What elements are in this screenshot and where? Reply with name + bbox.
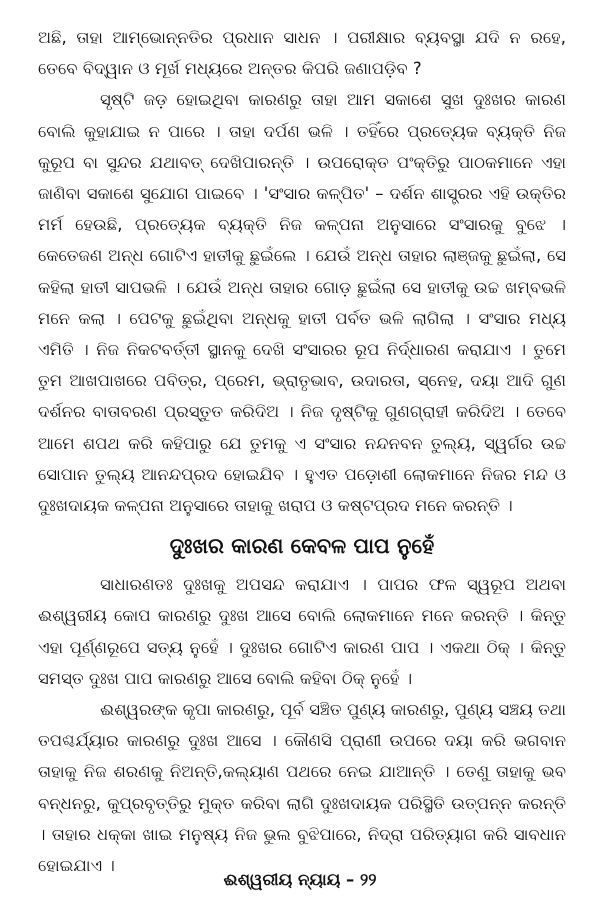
paragraph-3: ସାଧାରଣତଃ ଦୁଃଖକୁ ଅପସନ୍ଦ କରାଯାଏ । ପାପର ଫଳ ସ୍ୱରୂପ ଅଥବା ଈଶ୍ୱରୀୟ କୋପ କାରଣରୁ ଦୁଃଖ ଆସେ ବୋଲି ଲୋକମାନେ ମନେ କରନ୍ତି । କିନ୍ତୁ ଏହା ପୂର୍ଣ୍ଣରୂପେ ସତ୍ୟ ନୁହେଁ । ଦୁଃଖର ଗୋଟିଏ କାରଣ ପାପ । ଏକଥା ଠିକ୍ । କିନ୍ତୁ ସମସ୍ତ ଦୁଃଖ ପାପ କାରଣରୁ ଆସେ ବୋଲି କହିବା ଠିକ୍ ନୁହେଁ । xyxy=(38,575,566,688)
section-heading: ଦୁଃଖର କାରଣ କେବଳ ପାପ ନୁହେଁ xyxy=(169,534,435,559)
paragraph-1: ଅଛି, ତାହା ଆମ୍ଭୋନ୍ନତିର ପ୍ରଧାନ ସାଧନ । ପରୀକ୍ଷାର ବ୍ୟବସ୍ଥା ଯଦି ନ ରହେ, ତେବେ ବିଦ୍ୱାନ ଓ ମୂର୍ଖ ମଧ୍ୟରେ ଅନ୍ତର କିପରି ଜଣାପଡ଼ିବ ? xyxy=(38,28,566,79)
page-footer: ଈଶ୍ୱରୀୟ ନ୍ୟାୟ – ୨୨ xyxy=(223,870,377,889)
paragraph-2: ସୃଷ୍ଟି ଜଡ଼ ହୋଇଥିବା କାରଣରୁ ତାହା ଆମ ସକାଶେ ସୁଖ ଦୁଃଖର କାରଣ ବୋଲି କୁହାଯାଇ ନ ପାରେ । ତାହା ଦର୍ପଣ ଭଳି । ତହିଁରେ ପ୍ରତ୍ୟେକ ବ୍ୟକ୍ତି ନିଜ କୁରୂପ ବା ସୁନ୍ଦର ଯଥାବତ୍ ଦେଖିପାରନ୍ତି । ଉପରୋକ୍ତ ପଂକ୍ତିରୁ ପାଠକମାନେ ଏହା ଜାଣିବା ସକାଶେ ସୁଯୋଗ ପାଇବେ । 'ସଂସାର କଳ୍ପିତ' – ଦର୍ଶନ ଶାସ୍ତ୍ରର ଏହି ଉକ୍ତିର ମର୍ମ ହେଉଛି, ପ୍ରତ୍ୟେକ ବ୍ୟକ୍ତି ନିଜ କଳ୍ପନା ଅନୁସାରେ ସଂସାରକୁ ବୁଝେ । କେତେଜଣ ଅନ୍ଧ ଗୋଟିଏ ହାତୀକୁ ଛୁଇଁଲେ । ଯେଉଁ ଅନ୍ଧ ତାହାର ଲାଞ୍ଜକୁ ଛୁଇଁଲା, ସେ କହିଲା ହାତୀ ସାପଭଳି । ଯେଉଁ ଅନ୍ଧ ତାହାର ଗୋଡ଼ ଛୁଇଁଲା ସେ ହାତୀକୁ ଉଚ୍ଚ ଖମ୍ବଭଳି ମନେ କଲା । ପେଟକୁ ଛୁଇଁଥିବା ଅନ୍ଧକୁ ହାତୀ ପର୍ବତ ଭଳି ଲାଗିଲା । ସଂସାର ମଧ୍ୟ ଏମିତି । ନିଜ ନିକଟବର୍ତ୍ତୀ ସ୍ଥାନକୁ ଦେଖି ସଂସାରର ରୂପ ନିର୍ଦ୍ଧାରଣ କରାଯାଏ । ତୁମେ ତୁମ ଆଖପାଖରେ ପବିତ୍ର, ପ୍ରେମ, ଭ୍ରାତୃଭାବ, ଉଦାରତା, ସ୍ନେହ, ଦୟା ଆଦି ଗୁଣ ଦର୍ଶନର ବାତାବରଣ ପ୍ରସ୍ତୁତ କରିଦିଅ । ନିଜ ଦୃଷ୍ଟିକୁ ଗୁଣଗ୍ରାହୀ କରିଦିଅ । ତେବେ ଆମେ ଶପଥ କରି କହିପାରୁ ଯେ ତୁମକୁ ଏ ସଂସାର ନନ୍ଦନବନ ତୁଲ୍ୟ, ସ୍ୱର୍ଗର ଉଚ୍ଚ ସୋପାନ ତୁଲ୍ୟ ଆନନ୍ଦପ୍ରଦ ହୋଇଯିବ । ହୁଏତ ପଡ଼ୋଶୀ ଲୋକମାନେ ନିଜର ମନ୍ଦ ଓ ଦୁଃଖଦାୟକ କଳ୍ପନା ଅନୁସାରେ ତାହାକୁ ଖରାପ ଓ କଷ୍ଟପ୍ରଦ ମନେ କରନ୍ତି । xyxy=(38,90,566,516)
paragraph-4: ଈଶ୍ୱରଙ୍କ କୃପା କାରଣରୁ, ପୂର୍ବ ସଞ୍ଚିତ ପୁଣ୍ୟ କାରଣରୁ, ପୁଣ୍ୟ ସଞ୍ଚୟ ତଥା ତପଶ୍ଚର୍ଯ୍ୟାର କାରଣରୁ ଦୁଃଖ ଆସେ । କୌଣସି ପ୍ରାଣୀ ଉପରେ ଦୟା କରି ଭଗବାନ ତାହାକୁ ନିଜ ଶରଣକୁ ନିଅନ୍ତି,କଲ୍ୟାଣ ପଥରେ ନେଇ ଯାଆନ୍ତି । ତେଣୁ ତାହାକୁ ଭବ ବନ୍ଧନରୁ, କୁପ୍ରବୃତ୍ତିରୁ ମୁକ୍ତ କରିବା ଲାଗି ଦୁଃଖଦାୟକ ପରିସ୍ଥିତି ଉତ୍ପନ୍ନ କରନ୍ତି । ତାହାର ଧକ୍କା ଖାଇ ମନୁଷ୍ୟ ନିଜ ଭୁଲ ବୁଝିପାରେ, ନିଦ୍ରା ପରିତ୍ୟାଗ କରି ସାବଧାନ ହୋଇଯାଏ । xyxy=(38,700,566,876)
